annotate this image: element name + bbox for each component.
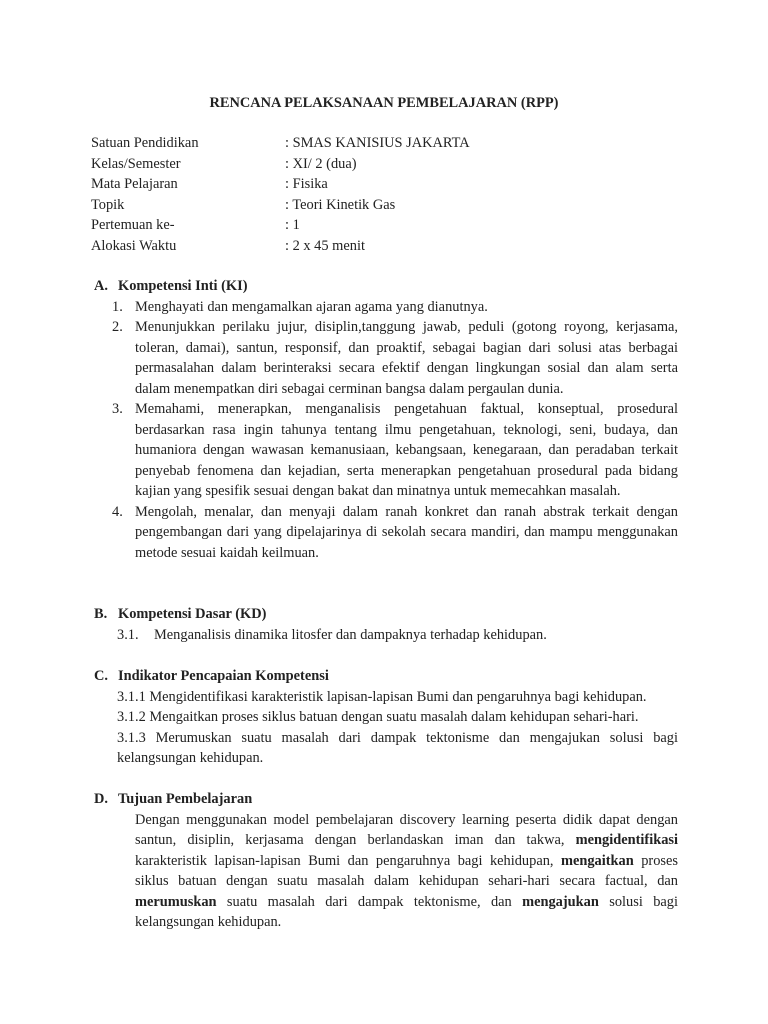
identity-row <box>91 174 691 195</box>
paragraph-keyword: mengajukan <box>522 893 599 910</box>
list-number: 3. <box>112 401 123 417</box>
section-letter: A. <box>94 278 108 294</box>
section-heading-text: Kompetensi Dasar (KD) <box>118 606 267 622</box>
list-item-text: Mengolah, menalar, dan menyaji dalam ranah konkret dan ranah abstrak terkait dengan pengembangan dari yang dipelajarinya di sekolah secara mandiri, dan mampu menggunakan metode sesuai kaidah keilmuan. <box>135 503 678 561</box>
document-title: RENCANA PELAKSANAAN PEMBELAJARAN (RPP) <box>209 95 559 111</box>
indicator-item: 3.1.3 Merumuskan suatu masalah dari dampak tektonisme dan mengajukan solusi bagi kelangsungan kehidupan. <box>117 729 678 766</box>
list-number: 2. <box>112 319 123 335</box>
indicator-item: 3.1.2 Mengaitkan proses siklus batuan dengan suatu masalah dalam kehidupan sehari-hari. <box>117 709 639 725</box>
list-item-text: Memahami, menerapkan, menganalisis pengetahuan faktual, konseptual, prosedural berdasarkan rasa ingin tahunya tentang ilmu pengetahuan, teknologi, seni, budaya, dan humaniora dengan wawasan kemanusiaan, kebangsaan, kenegaraan, dan peradaban terkait penyebab fenomena dan kejadian, serta menerapkan pengetahuan prosedural pada bidang kajian yang spesifik sesuai dengan bakat dan minatnya untuk memecahkan masalah. <box>135 401 678 499</box>
paragraph-segment: solusi bagi kelangsungan kehidupan. <box>135 893 678 930</box>
section-heading <box>94 666 678 687</box>
section-letter: D. <box>94 791 108 807</box>
identity-value: : 1 <box>285 217 300 233</box>
identity-row <box>91 154 691 175</box>
section-heading <box>94 604 678 625</box>
identity-value: : Teori Kinetik Gas <box>285 196 396 213</box>
section-tujuan <box>94 789 678 933</box>
paragraph-segment: karakteristik lapisan-lapisan Bumi dan pengaruhnya bagi kehidupan, <box>135 852 561 869</box>
list-item <box>94 625 678 646</box>
list-item <box>94 297 678 318</box>
identity-label: Mata Pelajaran <box>91 176 178 192</box>
paragraph-keyword: merumuskan <box>135 893 217 910</box>
list-number: 1. <box>112 298 123 315</box>
identity-label: Satuan Pendidikan <box>91 135 199 151</box>
indicator-item: 3.1.1 Mengidentifikasi karakteristik lapisan-lapisan Bumi dan pengaruhnya bagi kehidupan. <box>117 688 647 705</box>
identity-value: : XI/ 2 (dua) <box>285 155 357 172</box>
identity-label: Pertemuan ke- <box>91 217 175 233</box>
section-heading <box>94 789 678 810</box>
identity-value: : SMAS KANISIUS JAKARTA <box>285 135 470 151</box>
identity-value: : 2 x 45 menit <box>285 237 365 254</box>
section-letter: B. <box>94 606 108 622</box>
paragraph-keyword: mengidentifikasi <box>575 832 678 848</box>
list-number: 3.1. <box>117 626 139 643</box>
list-item <box>94 317 678 399</box>
identity-label: Topik <box>91 196 125 213</box>
ki-list <box>94 297 678 564</box>
section-kompetensi-inti <box>94 276 678 563</box>
list-item <box>94 399 678 502</box>
section-heading-text: Tujuan Pembelajaran <box>118 791 253 807</box>
paragraph-segment: suatu masalah dari dampak tektonisme, dan <box>216 893 523 910</box>
section-heading <box>94 276 678 297</box>
list-item <box>94 502 678 564</box>
paragraph-keyword: mengaitkan <box>560 852 634 869</box>
section-letter: C. <box>94 668 108 684</box>
section-indikator <box>94 666 678 769</box>
identity-row <box>91 236 691 257</box>
identity-value: : Fisika <box>285 176 328 192</box>
identity-label: Alokasi Waktu <box>91 237 177 254</box>
identity-row <box>91 195 691 216</box>
tujuan-paragraph <box>94 810 678 933</box>
paragraph-segment: proses siklus batuan dengan suatu masalah dalam kehidupan sehari-hari secara factual, dan <box>135 852 678 889</box>
section-heading-text: Indikator Pencapaian Kompetensi <box>118 668 329 684</box>
list-item-text: Menunjukkan perilaku jujur, disiplin,tanggung jawab, peduli (gotong royong, kerjasama, toleran, damai), santun, responsif, dan proaktif, sebagai bagian dari solusi atas berbagai permasalahan dalam berinteraksi secara efektif dengan lingkungan sosial dan alam serta dalam menempatkan diri sebagai cerminan bangsa dalam pergaulan dunia. <box>135 319 678 397</box>
section-heading-text: Kompetensi Inti (KI) <box>118 278 248 294</box>
paragraph-segment: Dengan menggunakan model pembelajaran discovery learning peserta didik dapat dengan santun, disiplin, kerjasama dengan berlandaskan iman dan takwa, <box>135 811 678 848</box>
identity-row <box>91 215 691 236</box>
list-number: 4. <box>112 503 123 520</box>
list-item-text: Menghayati dan mengamalkan ajaran agama yang dianutnya. <box>135 298 488 315</box>
identity-table <box>91 133 691 256</box>
section-kompetensi-dasar <box>94 604 678 645</box>
identity-label: Kelas/Semester <box>91 155 181 172</box>
identity-row <box>91 133 691 154</box>
list-item-text: Menganalisis dinamika litosfer dan dampaknya terhadap kehidupan. <box>154 626 547 643</box>
